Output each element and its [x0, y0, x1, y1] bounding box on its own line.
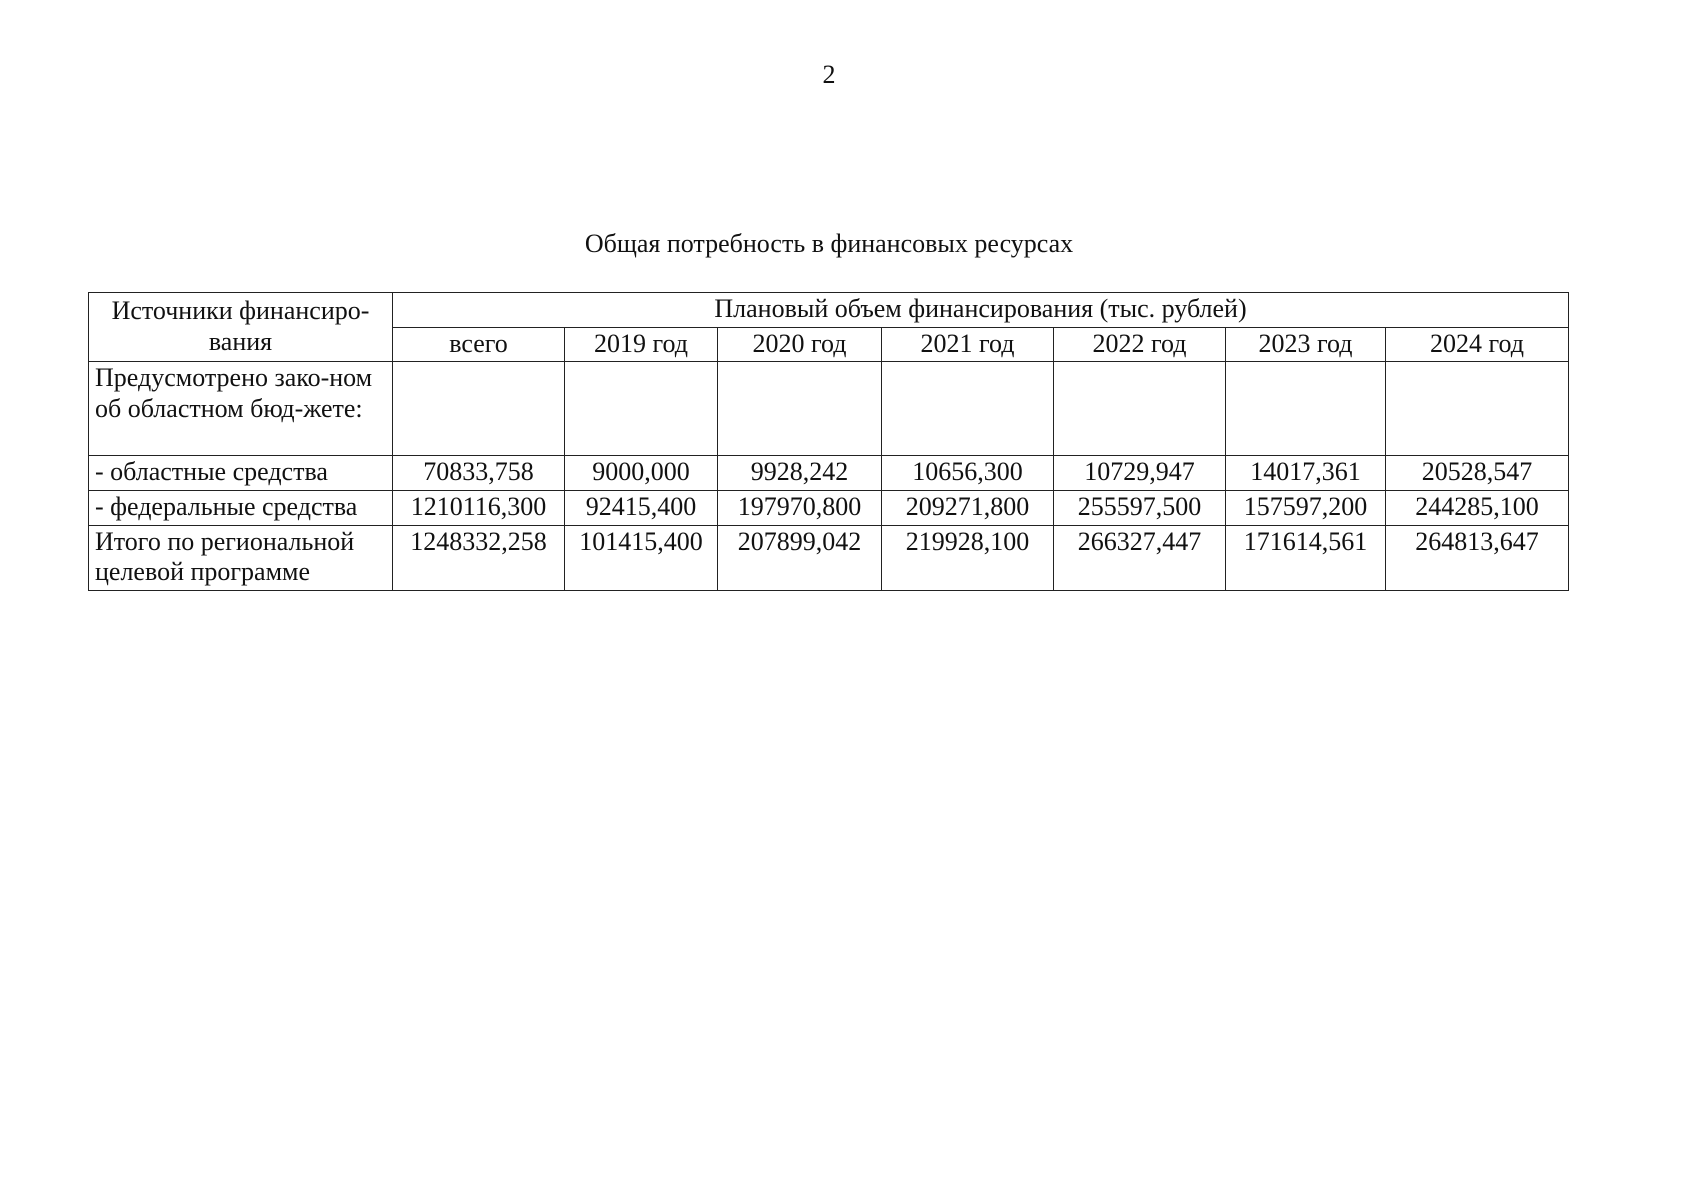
cell-2021	[882, 362, 1054, 456]
cell-2019: 9000,000	[565, 456, 718, 491]
cell-2020: 9928,242	[718, 456, 882, 491]
document-title: Общая потребность в финансовых ресурсах	[584, 229, 1074, 258]
planned-volume-header: Плановый объем финансирования (тыс. рублей)	[393, 293, 1569, 328]
table-row-federal-funds	[89, 491, 1569, 526]
row-label: - федеральные средства	[89, 491, 393, 526]
page-number: 2	[822, 60, 836, 89]
cell-2022: 255597,500	[1054, 491, 1226, 526]
cell-2024: 264813,647	[1386, 525, 1569, 590]
cell-2022: 10729,947	[1054, 456, 1226, 491]
cell-total: 1248332,258	[393, 525, 565, 590]
cell-2023	[1226, 362, 1386, 456]
column-header-2024: 2024 год	[1386, 327, 1569, 362]
table-row-program-total	[89, 525, 1569, 590]
cell-2023: 171614,561	[1226, 525, 1386, 590]
column-header-2021: 2021 год	[882, 327, 1054, 362]
cell-total: 1210116,300	[393, 491, 565, 526]
row-label: Предусмотрено зако-ном об областном бюд-жете:	[89, 362, 393, 456]
source-header: Источники финансиро-вания	[89, 293, 393, 362]
cell-2024	[1386, 362, 1569, 456]
cell-2022: 266327,447	[1054, 525, 1226, 590]
cell-2021: 209271,800	[882, 491, 1054, 526]
cell-2024: 20528,547	[1386, 456, 1569, 491]
cell-2019	[565, 362, 718, 456]
row-label: - областные средства	[89, 456, 393, 491]
column-header-2019: 2019 год	[565, 327, 718, 362]
column-header-2023: 2023 год	[1226, 327, 1386, 362]
cell-2020: 197970,800	[718, 491, 882, 526]
table-row-regional-funds	[89, 456, 1569, 491]
column-header-2020: 2020 год	[718, 327, 882, 362]
funding-table	[88, 292, 1569, 591]
cell-2022	[1054, 362, 1226, 456]
cell-2023: 157597,200	[1226, 491, 1386, 526]
cell-total	[393, 362, 565, 456]
cell-2020: 207899,042	[718, 525, 882, 590]
column-header-total: всего	[393, 327, 565, 362]
column-header-2022: 2022 год	[1054, 327, 1226, 362]
table-header-row	[89, 293, 1569, 328]
cell-2020	[718, 362, 882, 456]
cell-2024: 244285,100	[1386, 491, 1569, 526]
table-row-budget-law	[89, 362, 1569, 456]
cell-2023: 14017,361	[1226, 456, 1386, 491]
cell-2021: 10656,300	[882, 456, 1054, 491]
cell-total: 70833,758	[393, 456, 565, 491]
row-label: Итого по региональной целевой программе	[89, 525, 393, 590]
cell-2021: 219928,100	[882, 525, 1054, 590]
cell-2019: 101415,400	[565, 525, 718, 590]
cell-2019: 92415,400	[565, 491, 718, 526]
